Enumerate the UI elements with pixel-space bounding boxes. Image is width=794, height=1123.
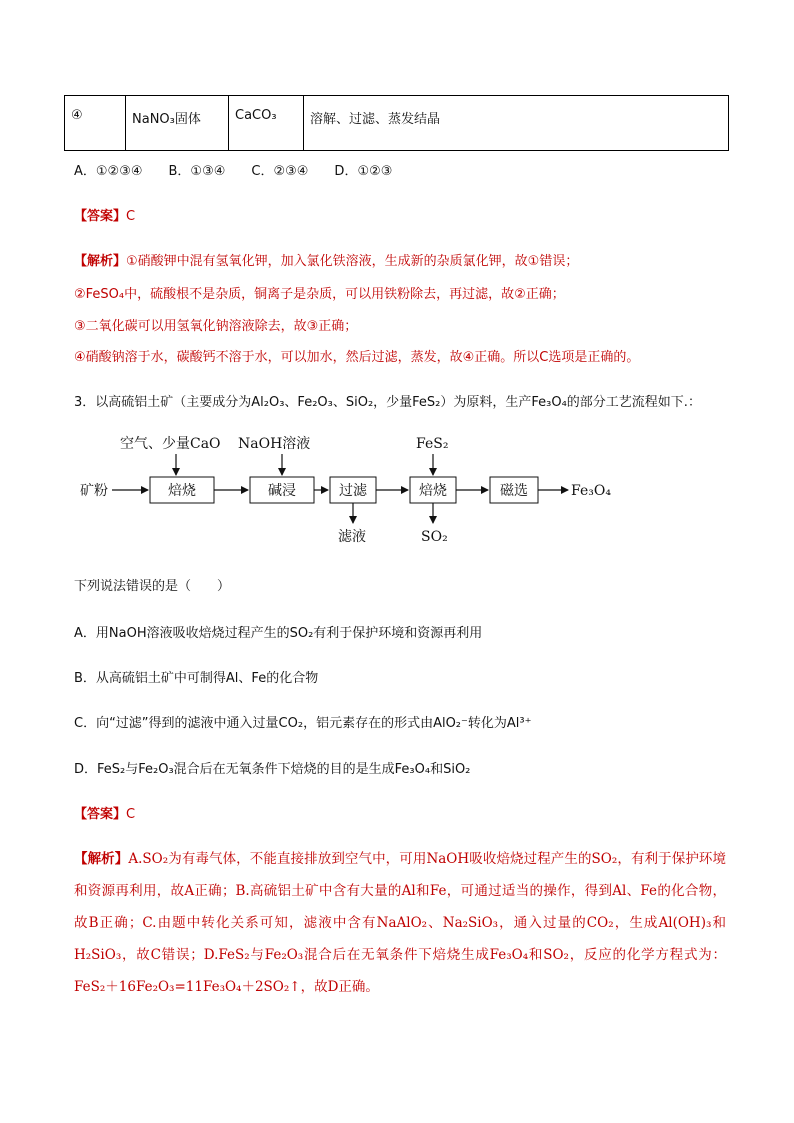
q3-option-b: B．从高硫铝土矿中可制得Al、Fe的化合物 xyxy=(74,671,319,686)
step-label-roast-1: 焙烧 xyxy=(168,483,196,499)
substance-cell: NaNO₃固体 xyxy=(126,96,229,151)
q3-answer xyxy=(74,803,135,822)
q3-stem: 3．以高硫铝土矿（主要成分为Al₂O₃、Fe₂O₃、SiO₂，少量FeS₂）为原料，生产Fe₃O₄的部分工艺流程如下.： xyxy=(74,395,701,410)
input-label-air-cao: 空气、少量CaO xyxy=(120,436,221,452)
table-row xyxy=(65,96,729,151)
answer-letter: C xyxy=(126,807,136,822)
answer-label: 【答案】 xyxy=(74,209,127,224)
analysis-label: 【解析】 xyxy=(74,254,127,269)
flow-start-label: 矿粉 xyxy=(80,483,108,499)
row-number: ④ xyxy=(65,96,126,151)
q3-option-c: C．向“过滤”得到的滤液中通入过量CO₂，铝元素存在的形式由AlO₂⁻转化为Al³⁺ xyxy=(74,716,532,731)
process-flow-diagram xyxy=(76,432,636,548)
answer-label: 【答案】 xyxy=(74,807,127,822)
output-label-filtrate: 滤液 xyxy=(338,529,366,545)
q2-analysis-line-2: ②FeSO₄中，硫酸根不是杂质，铜离子是杂质，可以用铁粉除去，再过滤，故②正确； xyxy=(74,287,565,302)
analysis-text: A.SO₂为有毒气体，不能直接排放到空气中，可用NaOH吸收焙烧过程产生的SO₂，有利于保护环境和资源再利用，故A正确；B.高硫铝土矿中含有大量的Al和Fe，可通过适当的操作，得到Al、Fe的化合物，故B正确；C.由题中转化关系可知，滤液中含有NaAlO₂、Na₂SiO₃，通入过量的CO₂，生成Al(OH)₃和H₂SiO₃，故C错误；D.FeS₂与Fe₂O₃混合后在无氧条件下焙烧生成Fe₃O₄和SO₂，反应的化学方程式为：FeS₂＋16Fe₂O₃=11Fe₃O₄＋2SO₂↑，故D正确。 xyxy=(74,851,727,995)
step-label-roast-2: 焙烧 xyxy=(419,483,447,499)
q2-analysis-line-4: ④硝酸钠溶于水，碳酸钙不溶于水，可以加水，然后过滤，蒸发，故④正确。所以C选项是正确的。 xyxy=(74,350,640,365)
input-label-naoh: NaOH溶液 xyxy=(238,436,311,452)
flow-end-label: Fe₃O₄ xyxy=(571,483,611,499)
analysis-text: ①硝酸钾中混有氢氧化钾，加入氯化铁溶液，生成新的杂质氯化钾，故①错误； xyxy=(126,254,579,269)
output-label-so2: SO₂ xyxy=(421,529,448,545)
q2-analysis-line-1 xyxy=(74,250,578,269)
q2-analysis-line-3: ③二氧化碳可以用氢氧化钠溶液除去，故③正确； xyxy=(74,319,358,334)
option-table xyxy=(64,95,729,151)
q2-answer xyxy=(74,205,135,224)
q3-question: 下列说法错误的是（ ） xyxy=(74,579,231,594)
step-label-alkali-leach: 碱浸 xyxy=(268,483,296,499)
analysis-label: 【解析】 xyxy=(74,851,129,867)
q3-analysis xyxy=(74,843,726,1003)
step-label-magnetic-separation: 磁选 xyxy=(500,483,528,499)
q3-option-d: D．FeS₂与Fe₂O₃混合后在无氧条件下焙烧的目的是生成Fe₃O₄和SiO₂ xyxy=(74,762,471,777)
q3-option-a: A．用NaOH溶液吸收焙烧过程产生的SO₂有利于保护环境和资源再利用 xyxy=(74,626,483,641)
answer-letter: C xyxy=(126,209,136,224)
input-label-fes2: FeS₂ xyxy=(416,436,449,452)
impurity-cell: CaCO₃ xyxy=(229,96,304,151)
method-cell: 溶解、过滤、蒸发结晶 xyxy=(304,96,729,151)
q2-options: A．①②③④ B．①③④ C．②③④ D．①②③ xyxy=(74,164,393,179)
step-label-filter: 过滤 xyxy=(339,483,367,499)
